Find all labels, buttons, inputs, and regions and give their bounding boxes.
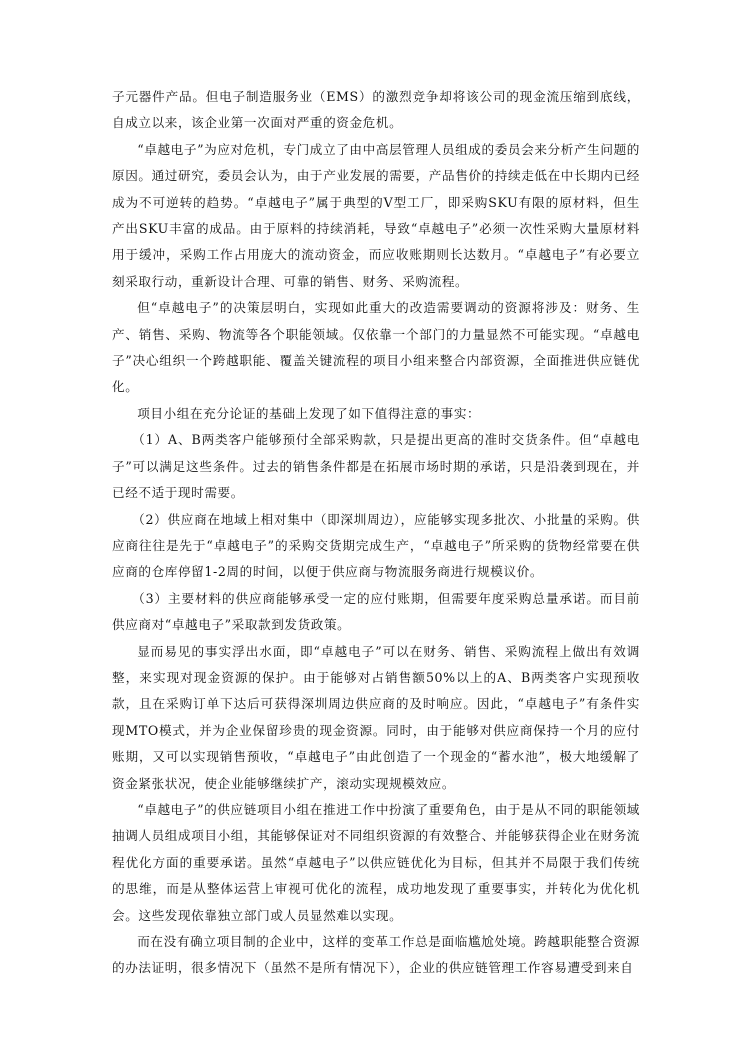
document-page — [112, 84, 640, 982]
paragraph-decision-layer: 但“卓越电子”的决策层明白，实现如此重大的改造需要调动的资源将涉及：财务、生产、销售、采购、物流等各个职能领域。仅依靠一个部门的力量显然不可能实现。“卓越电子”决心组织一个跨越职能、覆盖关键流程的项目小组来整合内部资源，全面推进供应链优化。 — [112, 300, 640, 395]
paragraph-finding-1: （1）A、B两类客户能够预付全部采购款，只是提出更高的准时交货条件。但“卓越电子”可以满足这些条件。过去的销售条件都是在拓展市场时期的承诺，只是沿袭到现在，并已经不适于现时需要。 — [112, 432, 640, 501]
paragraph-crisis-response: “卓越电子”为应对危机，专门成立了由中高层管理人员组成的委员会来分析产生问题的原因。通过研究，委员会认为，由于产业发展的需要，产品售价的持续走低在中长期内已经成为不可逆转的趋势。“卓越电子”属于典型的V型工厂，即采购SKU有限的原材料，但生产出SKU丰富的成品。由于原料的持续消耗，导致“卓越电子”必须一次性采购大量原材料用于缓冲，采购工作占用庞大的流动资金，而应收账期则长达数月。“卓越电子”有必要立刻采取行动，重新设计合理、可靠的销售、财务、采购流程。 — [112, 141, 640, 289]
paragraph-obvious-facts: 显而易见的事实浮出水面，即“卓越电子”可以在财务、销售、采购流程上做出有效调整，来实现对现金资源的保护。由于能够对占销售额50%以上的A、B两类客户实现预收款，且在采购订单下达后可获得深圳周边供应商的及时响应。因此，“卓越电子”有条件实现MTO模式，并为企业保留珍贵的现金资源。同时，由于能够对供应商保持一个月的应付账期，又可以实现销售预收，“卓越电子”由此创造了一个现金的“蓄水池”，极大地缓解了资金紧张状况，使企业能够继续扩产，滚动实现规模效应。 — [112, 643, 640, 791]
paragraph-findings-intro: 项目小组在充分论证的基础上发现了如下值得注意的事实： — [137, 405, 481, 421]
paragraph-intro-continuation: 子元器件产品。但电子制造服务业（EMS）的激烈竞争却将该公司的现金流压缩到底线，自成立以来，该企业第一次面对严重的资金危机。 — [112, 89, 640, 131]
paragraph-project-team-role: “卓越电子”的供应链项目小组在推进工作中扮演了重要角色，由于是从不同的职能领域抽调人员组成项目小组，其能够保证对不同组织资源的有效整合、并能够获得企业在财务流程优化方面的重要承诺。虽然“卓越电子”以供应链优化为目标，但其并不局限于我们传统的思维，而是从整体运营上审视可优化的流程，成功地发现了重要事实，并转化为优化机会。这些发现依靠独立部门或人员显然难以实现。 — [112, 801, 640, 923]
paragraph-no-project-system: 而在没有确立项目制的企业中，这样的变革工作总是面临尴尬处境。跨越职能整合资源的办法证明，很多情况下（虽然不是所有情况下），企业的供应链管理工作容易遭受到来自 — [112, 934, 640, 976]
paragraph-finding-2: （2）供应商在地域上相对集中（即深圳周边），应能够实现多批次、小批量的采购。供应商往往是先于“卓越电子”的采购交货期完成生产，“卓越电子”所采购的货物经常要在供应商的仓库停留1-2周的时间，以便于供应商与物流服务商进行规模议价。 — [112, 511, 640, 580]
paragraph-finding-3: （3）主要材料的供应商能够承受一定的应付账期，但需要年度采购总量承诺。而目前供应商对“卓越电子”采取款到发货政策。 — [112, 590, 640, 633]
